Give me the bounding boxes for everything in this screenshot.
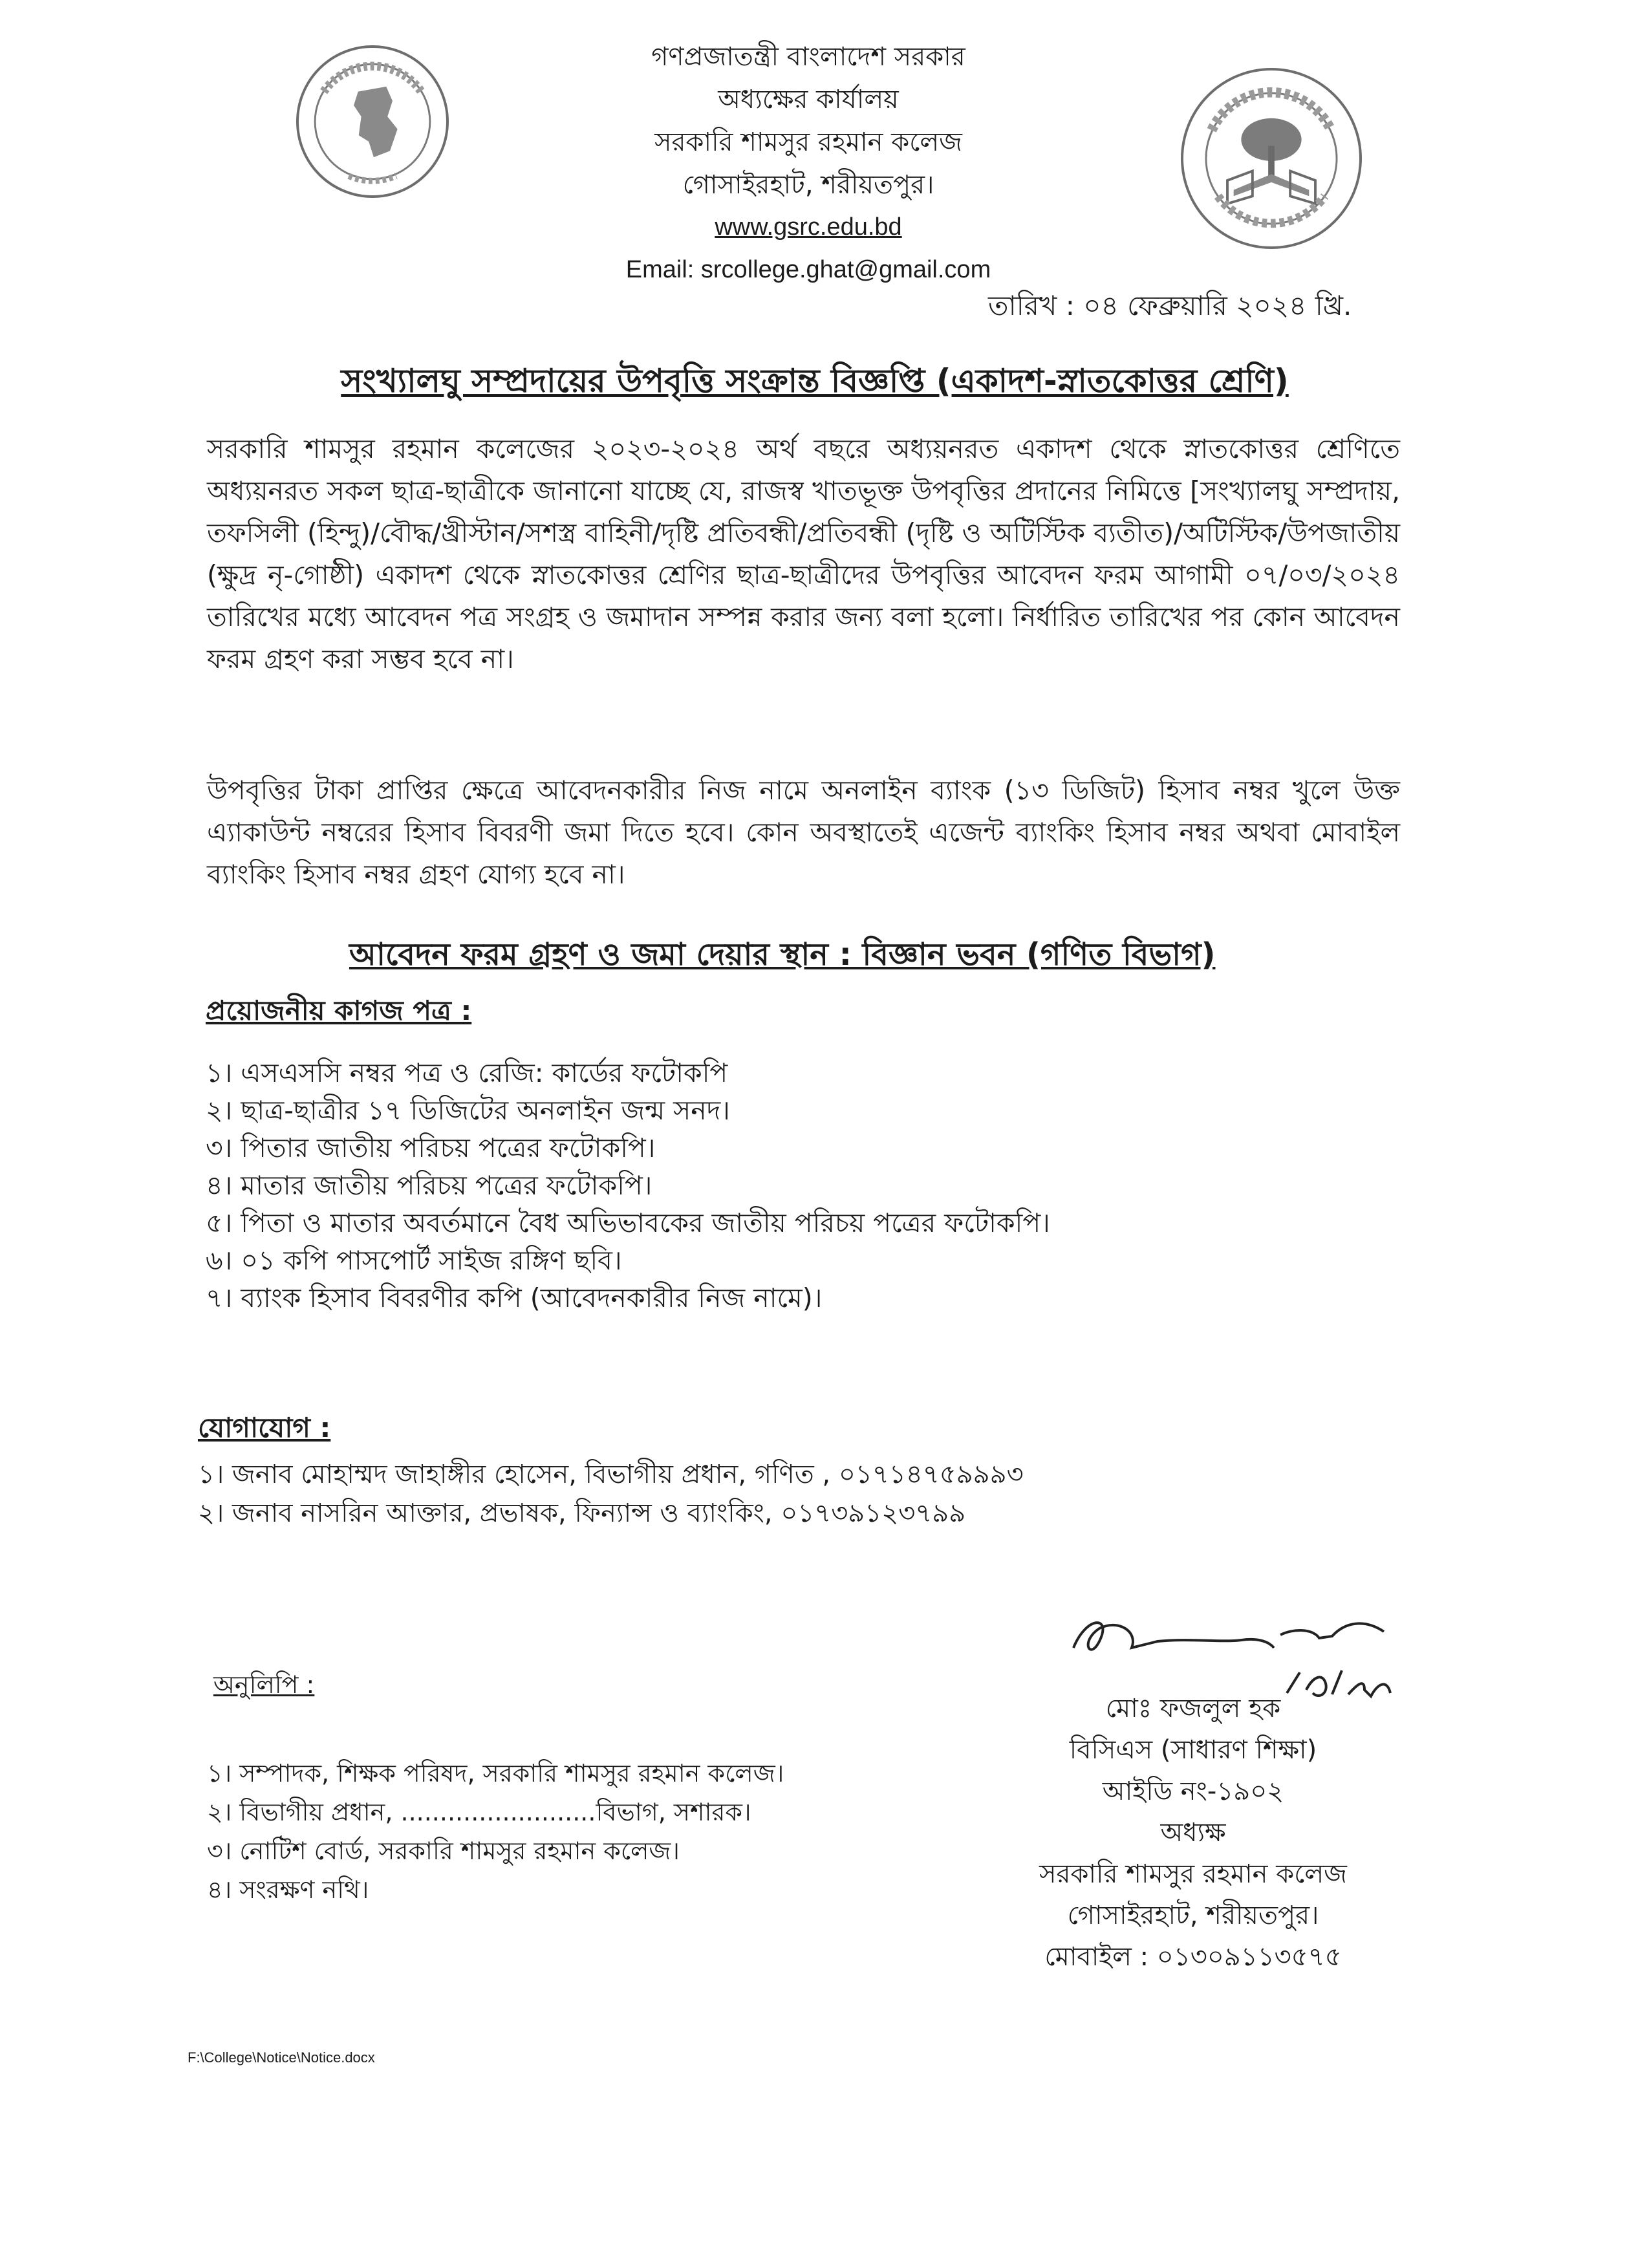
list-item: ২। ছাত্র-ছাত্রীর ১৭ ডিজিটের অনলাইন জন্ম সনদ। xyxy=(206,1095,730,1126)
contact-heading: যোগাযোগ : xyxy=(198,1412,331,1443)
header-line: অধ্যক্ষের কার্যালয় xyxy=(718,85,899,114)
signatory-name: মোঃ ফজলুল হক xyxy=(1105,1694,1281,1723)
file-path: F:\College\Notice\Notice.docx xyxy=(188,2049,375,2066)
list-item: ৬। ০১ কপি পাসপোর্ট সাইজ রঙ্গিণ ছবি। xyxy=(206,1245,622,1276)
copies-list xyxy=(207,1754,784,1909)
list-item: ৪। সংরক্ষণ নথি। xyxy=(207,1875,369,1904)
list-item: ৭। ব্যাংক হিসাব বিবরণীর কপি (আবেদনকারীর নিজ নামে)। xyxy=(206,1282,823,1313)
signatory-line: অধ্যক্ষ xyxy=(1160,1818,1226,1848)
signatory-line: আইডি নং-১৯০২ xyxy=(1102,1777,1284,1806)
college-logo xyxy=(1181,68,1362,249)
govt-seal xyxy=(296,45,449,198)
list-item: ২। বিভাগীয় প্রধান, .........................বিভাগ, সশারক। xyxy=(207,1798,751,1826)
list-item: ১। সম্পাদক, শিক্ষক পরিষদ, সরকারি শামসুর রহমান কলেজ। xyxy=(207,1759,784,1787)
contact-list xyxy=(198,1455,1024,1533)
email-address: Email: srcollege.ghat@gmail.com xyxy=(625,256,991,283)
notice-paragraph-2: উপবৃত্তির টাকা প্রাপ্তির ক্ষেত্রে আবেদনকারীর নিজ নামে অনলাইন ব্যাংক (১৩ ডিজিট) হিসাব নম্বর খুলে উক্ত এ্যাকাউন্ট নম্বরের হিসাব বিবরণী জমা দিতে হবে। কোন অবস্থাতেই এজেন্ট ব্যাংকিং হিসাব নম্বর অথবা মোবাইল ব্যাংকিং হিসাব নম্বর গ্রহণ যোগ্য হবে না। xyxy=(207,775,1400,890)
header-line: সরকারি শামসুর রহমান কলেজ xyxy=(654,127,962,157)
office-header xyxy=(517,44,1099,300)
notice-paragraph-1: সরকারি শামসুর রহমান কলেজের ২০২৩-২০২৪ অর্থ বছরে অধ্যয়নরত একাদশ থেকে স্নাতকোত্তর শ্রেণিতে অধ্যয়নরত সকল ছাত্র-ছাত্রীকে জানানো যাচ্ছে যে, রাজস্ব খাতভূক্ত উপবৃত্তির প্রদানের নিমিত্তে [সংখ্যালঘু সম্প্রদায়, তফসিলী (হিন্দু)/বৌদ্ধ/খ্রীস্টান/সশস্ত্র বাহিনী/দৃষ্টি প্রতিবন্ধী/প্রতিবন্ধী (দৃষ্টি ও অটিস্টিক ব্যতীত)/অটিস্টিক/উপজাতীয় (ক্ষুদ্র নৃ-গোষ্ঠী) একাদশ থেকে স্নাতকোত্তর শ্রেণির ছাত্র-ছাত্রীদের উপবৃত্তির আবেদন ফরম আগামী ০৭/০৩/২০২৪ তারিখের মধ্যে আবেদন পত্র সংগ্রহ ও জমাদান সম্পন্ন করার জন্য বলা হলো। নির্ধারিত তারিখের পর কোন আবেদন ফরম গ্রহণ করা সম্ভব হবে না। xyxy=(207,433,1401,675)
list-item: ১। জনাব মোহাম্মদ জাহাঙ্গীর হোসেন, বিভাগীয় প্রধান, গণিত , ০১৭১৪৭৫৯৯৯৩ xyxy=(198,1460,1024,1489)
required-docs-list xyxy=(206,1054,1050,1317)
list-item: ৪। মাতার জাতীয় পরিচয় পত্রের ফটোকপি। xyxy=(206,1170,652,1201)
list-item: ৫। পিতা ও মাতার অবর্তমানে বৈধ অভিভাবকের জাতীয় পরিচয় পত্রের ফটোকপি। xyxy=(206,1207,1050,1238)
list-item: ১। এসএসসি নম্বর পত্র ও রেজি: কার্ডের ফটোকপি xyxy=(206,1057,728,1088)
header-line: গণপ্রজাতন্ত্রী বাংলাদেশ সরকার xyxy=(651,42,965,72)
notice-title: সংখ্যালঘু সম্প্রদায়ের উপবৃত্তি সংক্রান্ত বিজ্ঞপ্তি (একাদশ-স্নাতকোত্তর শ্রেণি) xyxy=(341,362,1289,400)
signatory-block xyxy=(970,1688,1416,1978)
submission-place: আবেদন ফরম গ্রহণ ও জমা দেয়ার স্থান : বিজ্ঞান ভবন (গণিত বিভাগ) xyxy=(349,936,1216,973)
copies-heading: অনুলিপি : xyxy=(213,1670,315,1699)
signatory-line: সরকারি শামসুর রহমান কলেজ xyxy=(1039,1859,1347,1889)
header-line: গোসাইরহাট, শরীয়তপুর। xyxy=(682,170,934,200)
website-link[interactable]: www.gsrc.edu.bd xyxy=(715,213,902,241)
list-item: ৩। নোটিশ বোর্ড, সরকারি শামসুর রহমান কলেজ। xyxy=(207,1837,680,1865)
list-item: ৩। পিতার জাতীয় পরিচয় পত্রের ফটোকপি। xyxy=(206,1132,656,1163)
notice-date: তারিখ : ০৪ ফেব্রুয়ারি ২০২৪ খ্রি. xyxy=(988,290,1352,321)
signatory-line: বিসিএস (সাধারণ শিক্ষা) xyxy=(1069,1735,1317,1765)
required-docs-heading: প্রয়োজনীয় কাগজ পত্র : xyxy=(206,995,472,1026)
list-item: ২। জনাব নাসরিন আক্তার, প্রভাষক, ফিন্যান্স ও ব্যাংকিং, ০১৭৩৯১২৩৭৯৯ xyxy=(198,1498,966,1528)
signatory-line: গোসাইরহাট, শরীয়তপুর। xyxy=(1067,1901,1319,1930)
signatory-mobile: মোবাইল : ০১৩০৯১১৩৫৭৫ xyxy=(1044,1942,1342,1972)
